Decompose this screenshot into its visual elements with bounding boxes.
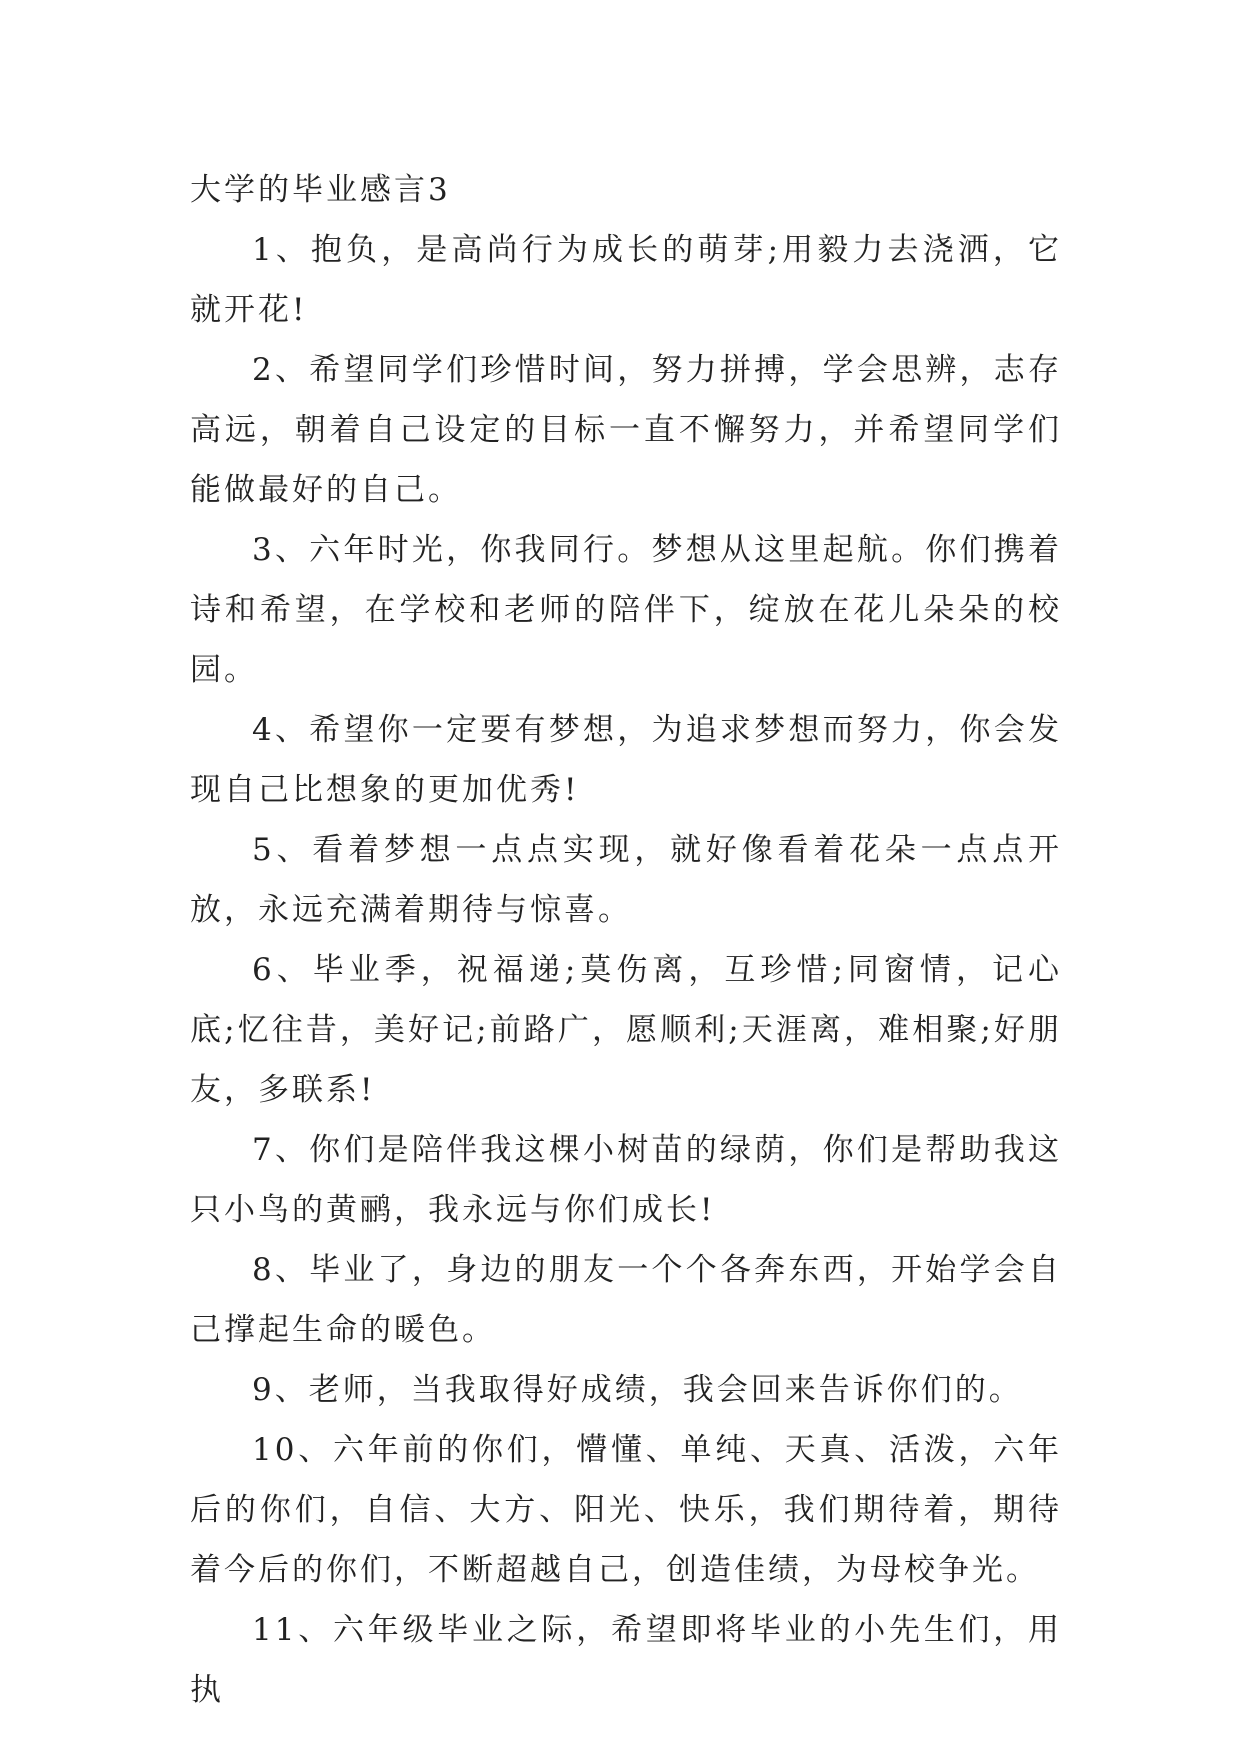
paragraph-8: 8、毕业了，身边的朋友一个个各奔东西，开始学会自己撑起生命的暖色。 xyxy=(190,1252,1062,1348)
paragraph-6: 6、毕业季，祝福递;莫伤离，互珍惜;同窗情，记心底;忆往昔，美好记;前路广，愿顺利;天涯离，难相聚;好朋友，多联系! xyxy=(190,952,1062,1108)
paragraph-3: 3、六年时光，你我同行。梦想从这里起航。你们携着诗和希望，在学校和老师的陪伴下，绽放在花儿朵朵的校园。 xyxy=(190,532,1062,688)
paragraph-9: 9、老师，当我取得好成绩，我会回来告诉你们的。 xyxy=(252,1372,1023,1408)
paragraph-5: 5、看着梦想一点点实现，就好像看着花朵一点点开放，永远充满着期待与惊喜。 xyxy=(190,832,1062,928)
paragraph-1: 1、抱负，是高尚行为成长的萌芽;用毅力去浇洒，它就开花! xyxy=(190,232,1062,328)
document-title: 大学的毕业感言3 xyxy=(190,172,451,208)
paragraph-11: 11、六年级毕业之际，希望即将毕业的小先生们，用执 xyxy=(190,1612,1062,1708)
document-body xyxy=(190,160,1062,1720)
paragraph-4: 4、希望你一定要有梦想，为追求梦想而努力，你会发现自己比想象的更加优秀! xyxy=(190,712,1062,808)
paragraph-10: 10、六年前的你们，懵懂、单纯、天真、活泼，六年后的你们，自信、大方、阳光、快乐，我们期待着，期待着今后的你们，不断超越自己，创造佳绩，为母校争光。 xyxy=(190,1432,1062,1588)
paragraph-7: 7、你们是陪伴我这棵小树苗的绿荫，你们是帮助我这只小鸟的黄鹂，我永远与你们成长! xyxy=(190,1132,1062,1228)
paragraph-2: 2、希望同学们珍惜时间，努力拼搏，学会思辨，志存高远，朝着自己设定的目标一直不懈努力，并希望同学们能做最好的自己。 xyxy=(190,352,1062,508)
